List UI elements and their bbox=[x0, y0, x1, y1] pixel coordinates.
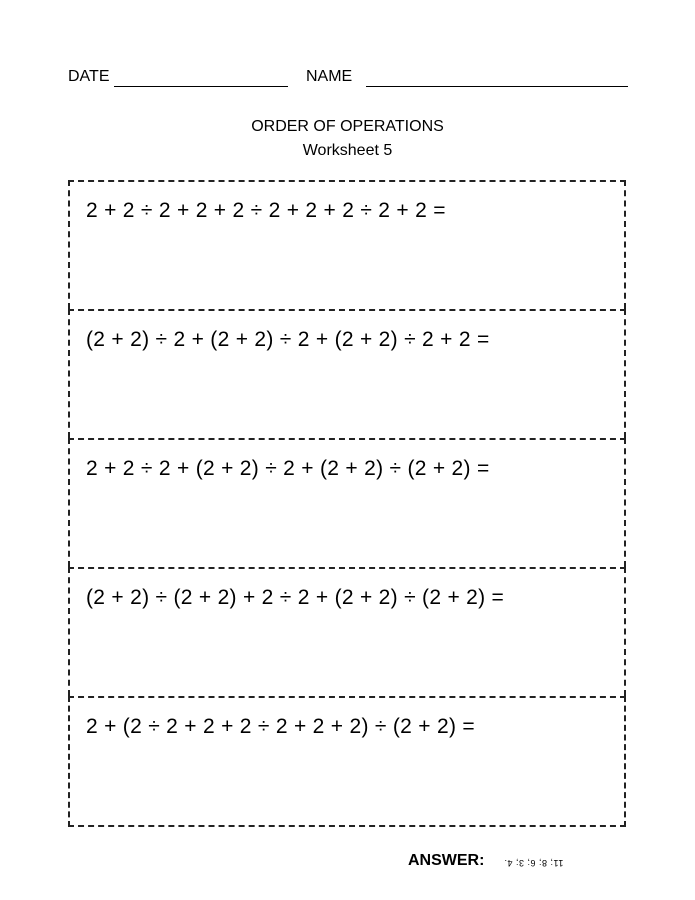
name-label: NAME bbox=[306, 68, 353, 85]
page-subtitle: Worksheet 5 bbox=[302, 142, 393, 159]
problem-box bbox=[68, 567, 626, 696]
page-title: ORDER OF OPERATIONS bbox=[251, 118, 444, 135]
problem-box bbox=[68, 438, 626, 567]
date-label: DATE bbox=[68, 68, 110, 85]
header-fields bbox=[68, 66, 628, 90]
problem-expression: (2 + 2) ÷ 2 + (2 + 2) ÷ 2 + (2 + 2) ÷ 2 + 2 = bbox=[86, 328, 490, 351]
name-field[interactable] bbox=[366, 86, 628, 87]
answer-values: 11; 8; 6; 3; 4. bbox=[504, 858, 564, 868]
problem-box bbox=[68, 309, 626, 438]
problem-expression: 2 + 2 ÷ 2 + (2 + 2) ÷ 2 + (2 + 2) ÷ (2 + 2) = bbox=[86, 457, 490, 480]
problem-expression: 2 + 2 ÷ 2 + 2 + 2 ÷ 2 + 2 + 2 ÷ 2 + 2 = bbox=[86, 199, 446, 222]
answer-label: ANSWER: bbox=[408, 852, 485, 869]
problem-expression: 2 + (2 ÷ 2 + 2 + 2 ÷ 2 + 2 + 2) ÷ (2 + 2) = bbox=[86, 715, 475, 738]
problem-box bbox=[68, 696, 626, 827]
date-field[interactable] bbox=[114, 86, 288, 87]
problem-expression: (2 + 2) ÷ (2 + 2) + 2 ÷ 2 + (2 + 2) ÷ (2 + 2) = bbox=[86, 586, 505, 609]
problem-box bbox=[68, 180, 626, 309]
